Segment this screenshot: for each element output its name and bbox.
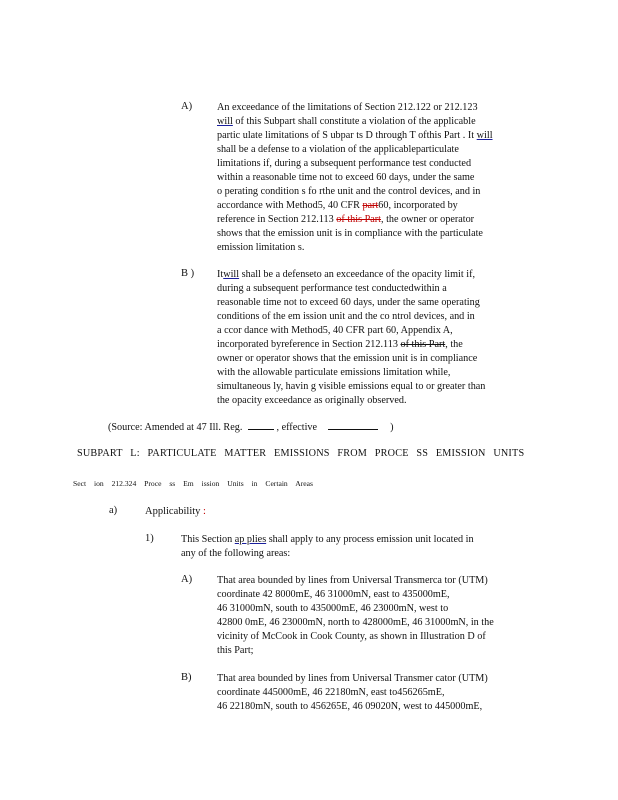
item-1b-line: coordinate 445000mE, 46 22180mN, east to456265mE, (217, 687, 445, 698)
subsection-b-line: with the allowable particulate emissions limitation while, (217, 367, 451, 378)
item-1a-line: coordinate 42 8000mE, 46 31000mN, east to 435000mE, (217, 589, 450, 600)
subsection-a-line-text: , the owner or operator (381, 214, 475, 225)
subsection-b-line: conditions of the em ission unit and the co ntrol devices, and in (217, 311, 475, 322)
subsection-b-line-text: , the (445, 339, 463, 350)
subsection-b-line-text: shall be a defenseto an exceedance of the opacity limit if, (241, 269, 476, 280)
item-1a-line: That area bounded by lines from Universal Transmerca tor (UTM) (217, 575, 488, 586)
inserted-text: will (476, 130, 493, 141)
subsection-b-line: the opacity exceedance as originally observed. (217, 395, 407, 406)
subsection-a-marker: A) (181, 101, 193, 112)
subsection-a-line-text: reference in Section 212.113 (217, 214, 334, 225)
subsection-a-lower-marker: a) (109, 505, 118, 516)
subsection-a-line: o perating condition s fo rthe unit and the control devices, and in (217, 186, 481, 197)
source-note-text: ) (390, 422, 394, 433)
subsection-a-line: An exceedance of the limitations of Section 212.122 or 212.123 (217, 102, 478, 113)
subsection-a-line: within a reasonable time not to exceed 60 days, under the same (217, 172, 475, 183)
subsection-a-line-text: of this Subpart shall constitute a violation of the applicable (235, 116, 476, 127)
item-1b-marker: B) (181, 672, 192, 683)
subsection-a-line: emission limitation s. (217, 242, 305, 253)
applicability-heading (145, 505, 206, 519)
subsection-a-line (217, 213, 474, 227)
item-1a-marker: A) (181, 574, 193, 585)
source-note (108, 421, 394, 435)
subsection-a-line (217, 199, 458, 213)
subsection-b-line: reasonable time not to exceed 60 days, under the same operating (217, 297, 480, 308)
subsection-b-line-text: It (217, 269, 224, 280)
subsection-a-line (217, 115, 476, 129)
subsection-a-line: shows that the emission unit is in compliance with the particulate (217, 228, 483, 239)
subsection-b-line (217, 268, 475, 282)
source-note-text: (Source: Amended at 47 Ill. Reg. (108, 422, 243, 433)
blank-line (248, 429, 274, 430)
item-1a-line: 42800 0mE, 46 23000mN, north to 428000mE, 46 31000mN, in the (217, 617, 494, 628)
subsection-b-line: a ccor dance with Method5, 40 CFR part 60, Appendix A, (217, 325, 453, 336)
subpart-heading: SUBPART L: PARTICULATE MATTER EMISSIONS FROM PROCE SS EMISSION UNITS (77, 448, 525, 459)
applicability-colon: : (203, 506, 206, 517)
deleted-text: of this Part (400, 339, 446, 350)
subsection-b-line: during a subsequent performance test conductedwithin a (217, 283, 447, 294)
item-1-line: any of the following areas: (181, 548, 291, 559)
subsection-a-line: limitations if, during a subsequent performance test conducted (217, 158, 472, 169)
item-1b-line: 46 22180mN, south to 456265E, 46 09020N, west to 445000mE, (217, 701, 483, 712)
item-1-text: This Section (181, 534, 233, 545)
subsection-b-marker: B ) (181, 268, 195, 279)
item-1-line (181, 533, 474, 547)
subsection-a-line: shall be a defense to a violation of the applicableparticulate (217, 144, 459, 155)
deleted-text: part (362, 200, 379, 211)
inserted-text: will (223, 269, 240, 280)
deleted-text: of this Part (336, 214, 381, 225)
inserted-text: will (217, 116, 233, 127)
subsection-a-line-text: accordance with Method5, 40 CFR (217, 200, 360, 211)
item-1a-line: this Part; (217, 645, 254, 656)
item-1-text: shall apply to any process emission unit located in (266, 534, 474, 545)
blank-line (328, 429, 378, 430)
item-1a-line: vicinity of McCook in Cook County, as shown in Illustration D of (217, 631, 486, 642)
item-1a-line: 46 31000mN, south to 435000mE, 46 23000mN, west to (217, 603, 449, 614)
subsection-a-line-text: 60, incorporated by (378, 200, 458, 211)
subsection-b-line-text: incorporated byreference in Section 212.113 (217, 339, 398, 350)
item-1b-line: That area bounded by lines from Universal Transmer cator (UTM) (217, 673, 488, 684)
item-1-marker: 1) (145, 533, 154, 544)
subsection-b-line (217, 338, 463, 352)
section-heading: Sect ion 212.324 Proce ss Em ission Units in Certain Areas (73, 479, 313, 488)
source-note-text: , effective (276, 422, 318, 433)
subsection-a-line-text: partic ulate limitations of S ubpar ts D through T ofthis Part . It (217, 130, 475, 141)
applicability-label: Applicability (145, 506, 201, 517)
inserted-text: ap plies (234, 534, 267, 545)
subsection-a-line (217, 129, 493, 143)
subsection-b-line: owner or operator shows that the emission unit is in compliance (217, 353, 478, 364)
subsection-b-line: simultaneous ly, havin g visible emissions equal to or greater than (217, 381, 486, 392)
